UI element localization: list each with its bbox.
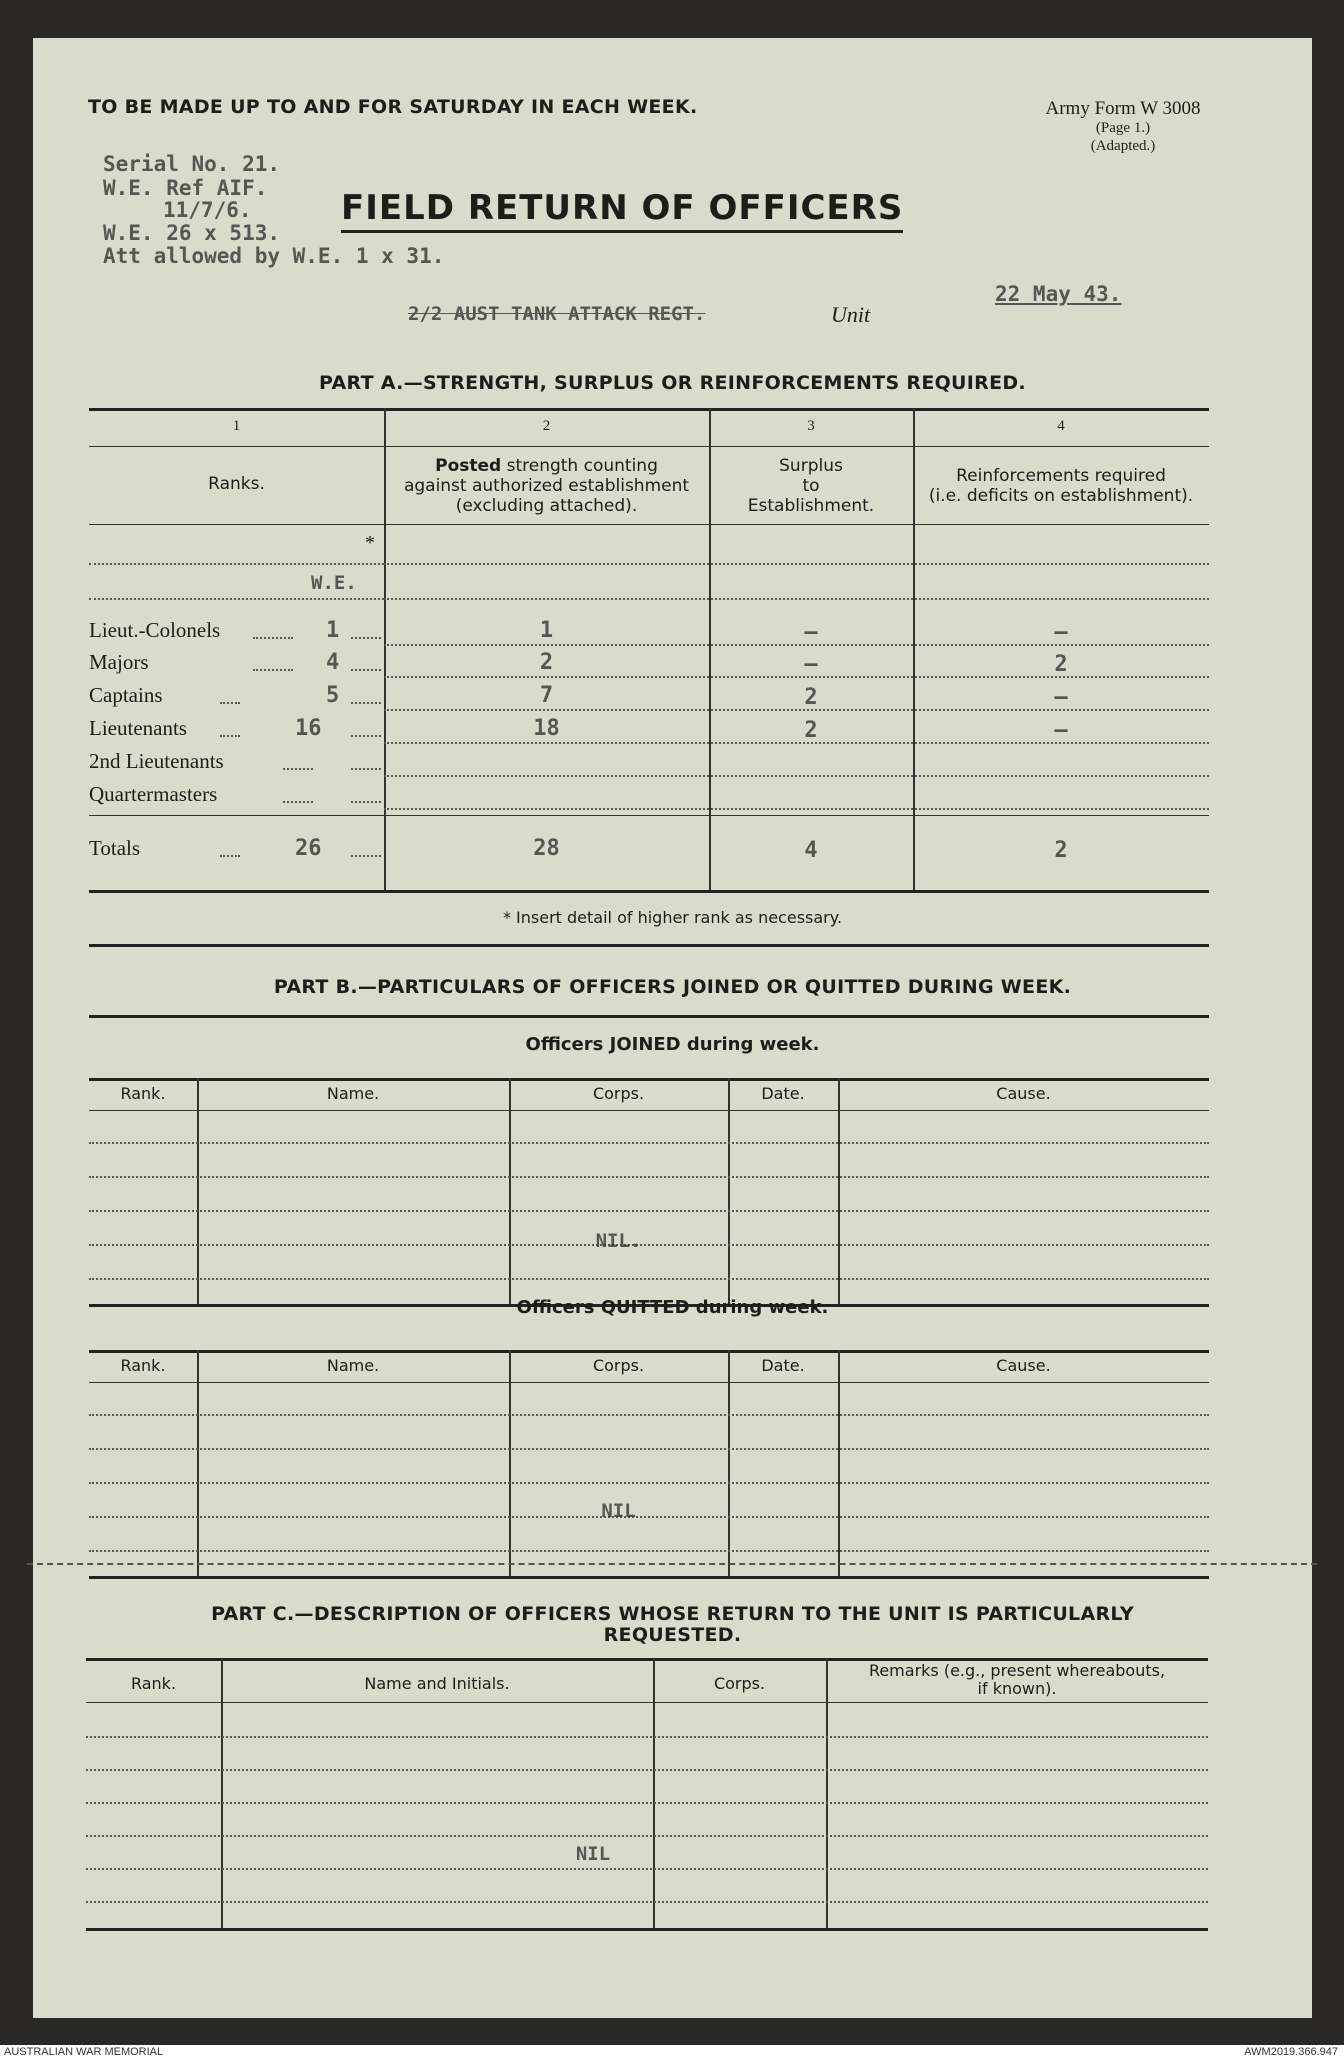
quitted-row-line	[89, 1550, 1209, 1552]
joined-row-line	[89, 1278, 1209, 1280]
leader-dots	[283, 768, 313, 770]
attached-allowed: Att allowed by W.E. 1 x 31.	[103, 244, 445, 268]
joined-col-divider	[509, 1078, 511, 1304]
footer-bar	[0, 2045, 1344, 2061]
reinforcements-majors: 2	[1054, 652, 1068, 677]
reinforcements-captains: —	[1054, 685, 1068, 710]
rank-majors: Majors	[89, 650, 149, 674]
footer-source: AUSTRALIAN WAR MEMORIAL	[4, 2046, 164, 2058]
quitted-row-line	[89, 1482, 1209, 1484]
form-number: Army Form W 3008	[1045, 98, 1201, 119]
posted-captains: 7	[539, 683, 554, 708]
leader-dots	[220, 855, 240, 857]
higher-rank-star: *	[365, 532, 375, 554]
quitted-row-line	[89, 1448, 1209, 1450]
totals-reinforcements: 2	[1054, 838, 1068, 863]
part-c-col-divider	[221, 1658, 223, 1928]
totals-surplus: 4	[804, 838, 818, 863]
quitted-bottom-rule	[89, 1576, 1209, 1579]
surplus-lieutenants: 2	[804, 718, 818, 743]
leader-dots	[220, 735, 240, 737]
leader-dots	[283, 801, 313, 803]
leader-dots	[253, 637, 293, 639]
totals-label: Totals	[89, 836, 141, 860]
posted-line2: against authorized establishment	[403, 476, 690, 496]
quitted-header-rank: Rank.	[120, 1356, 166, 1375]
leader-dots	[351, 702, 381, 704]
leader-dots	[351, 637, 381, 639]
surplus-lieut-colonels: —	[804, 620, 818, 645]
section-rule	[89, 944, 1209, 947]
form-sheet	[33, 38, 1312, 2018]
part-c-header-1: Name and Initials.	[364, 1674, 510, 1693]
part-c-bottom-rule	[86, 1928, 1208, 1931]
joined-row-line	[89, 1176, 1209, 1178]
unit-label: Unit	[831, 302, 871, 327]
we-majors: 4	[326, 650, 340, 675]
reinforcements-lieut-colonels: —	[1054, 620, 1068, 645]
posted-lieutenants: 18	[533, 716, 560, 741]
blank-line	[89, 598, 384, 600]
form-page: (Page 1.)	[1095, 120, 1151, 136]
row-line	[384, 676, 1209, 678]
form-adapted: (Adapted.)	[1090, 138, 1156, 154]
part-c-row-line	[86, 1868, 1208, 1870]
quitted-nil-entry: NIL	[601, 1500, 636, 1522]
part-c-nil-entry: NIL	[575, 1843, 611, 1865]
serial-number: Serial No. 21.	[103, 152, 281, 176]
col-number-4: 4	[1057, 418, 1065, 434]
surplus-header	[709, 456, 913, 516]
joined-col-divider	[838, 1078, 840, 1304]
rank-lieutenants: Lieutenants	[89, 716, 187, 740]
joined-col-divider	[197, 1078, 199, 1304]
part-c-remarks-line1: Remarks (e.g., present whereabouts,	[868, 1661, 1166, 1680]
totals-posted: 28	[533, 836, 560, 861]
posted-majors: 2	[539, 650, 554, 675]
quitted-title: Officers QUITTED during week.	[516, 1297, 829, 1318]
part-c-row-line	[86, 1769, 1208, 1771]
posted-rest: strength counting	[501, 456, 658, 476]
we-column-mark: W.E.	[311, 572, 357, 594]
blank-line	[384, 563, 1209, 565]
posted-strength-header	[384, 456, 709, 516]
weekly-instruction: TO BE MADE UP TO AND FOR SATURDAY IN EACH WEEK.	[88, 96, 698, 118]
joined-header-cause: Cause.	[996, 1084, 1051, 1103]
leader-dots	[351, 768, 381, 770]
joined-title: Officers JOINED during week.	[525, 1034, 820, 1055]
we-reference-number: 11/7/6.	[163, 198, 252, 222]
footer-accession: AWM2019.366.947	[1244, 2046, 1338, 2058]
blank-line	[89, 563, 384, 565]
part-c-title-line2: REQUESTED.	[603, 1624, 742, 1646]
we-lieut-colonels: 1	[326, 618, 340, 643]
leader-dots	[351, 855, 381, 857]
col-number-2: 2	[542, 418, 551, 434]
reinf-line2: (i.e. deficits on establishment).	[928, 486, 1194, 506]
joined-col-divider	[728, 1078, 730, 1304]
part-c-title	[33, 1604, 1312, 1646]
rank-2nd-lieutenants: 2nd Lieutenants	[89, 749, 224, 773]
joined-header-date: Date.	[761, 1084, 805, 1103]
rank-captains: Captains	[89, 683, 163, 707]
part-a-header-rule	[89, 524, 1209, 525]
part-c-title-line1: PART C.—DESCRIPTION OF OFFICERS WHOSE RETURN TO THE UNIT IS PARTICULARLY	[211, 1603, 1134, 1625]
perforation-line	[27, 1563, 1317, 1565]
reinf-line1: Reinforcements required	[956, 466, 1166, 486]
part-a-title: PART A.—STRENGTH, SURPLUS OR REINFORCEMENTS REQUIRED.	[319, 372, 1026, 394]
part-c-col-divider	[826, 1658, 828, 1928]
surplus-majors: —	[804, 652, 818, 677]
joined-header-name: Name.	[326, 1084, 380, 1103]
surplus-captains: 2	[804, 685, 818, 710]
we-establishment: W.E. 26 x 513.	[103, 221, 281, 245]
posted-line3: (excluding attached).	[455, 496, 638, 516]
we-captains: 5	[326, 683, 340, 708]
joined-nil-entry: NIL.	[595, 1230, 642, 1252]
return-date: 22 May 43.	[995, 282, 1122, 306]
surplus-line1: Surplus	[779, 456, 843, 476]
totals-we: 26	[295, 836, 322, 861]
quitted-header-cause: Cause.	[996, 1356, 1051, 1375]
part-c-row-line	[86, 1736, 1208, 1738]
quitted-col-divider	[728, 1350, 730, 1576]
row-line	[384, 775, 1209, 777]
surplus-line2: to	[802, 476, 820, 496]
blank-line	[384, 598, 1209, 600]
joined-header-rule	[89, 1110, 1209, 1111]
form-title: FIELD RETURN OF OFFICERS	[341, 188, 903, 233]
we-lieutenants: 16	[295, 716, 322, 741]
row-line	[384, 644, 1209, 646]
joined-row-line	[89, 1142, 1209, 1144]
part-c-col-divider	[653, 1658, 655, 1928]
part-c-remarks-line2: if known).	[977, 1679, 1057, 1698]
quitted-header-name: Name.	[326, 1356, 380, 1375]
part-c-row-line	[86, 1901, 1208, 1903]
part-c-header-2: Corps.	[713, 1674, 766, 1693]
quitted-top-rule	[89, 1350, 1209, 1353]
quitted-header-rule	[89, 1382, 1209, 1383]
rank-lieut-colonels: Lieut.-Colonels	[89, 618, 221, 642]
reinforcements-lieutenants: —	[1054, 718, 1068, 743]
quitted-header-corps: Corps.	[592, 1356, 645, 1375]
row-line	[384, 808, 1209, 810]
col-number-1: 1	[232, 418, 241, 434]
quitted-header-date: Date.	[761, 1356, 805, 1375]
col-number-3: 3	[807, 418, 815, 434]
quitted-col-divider	[197, 1350, 199, 1576]
leader-dots	[351, 801, 381, 803]
ranks-header: Ranks.	[208, 474, 265, 494]
joined-row-line	[89, 1210, 1209, 1212]
part-a-top-rule	[89, 408, 1209, 411]
quitted-col-divider	[509, 1350, 511, 1576]
posted-lieut-colonels: 1	[539, 618, 554, 643]
part-c-header-rule	[86, 1702, 1208, 1703]
rank-quartermasters: Quartermasters	[89, 782, 218, 806]
leader-dots	[351, 669, 381, 671]
leader-dots	[253, 669, 293, 671]
leader-dots	[351, 735, 381, 737]
joined-header-corps: Corps.	[592, 1084, 645, 1103]
posted-bold: Posted	[435, 456, 502, 476]
unit-name: 2/2 AUST TANK ATTACK REGT.	[408, 303, 706, 325]
part-a-number-rule	[89, 446, 1209, 447]
leader-dots	[220, 702, 240, 704]
part-b-rule	[89, 1015, 1209, 1018]
row-line	[384, 742, 1209, 744]
reinforcements-header	[913, 466, 1209, 506]
we-reference: W.E. Ref AIF.	[103, 176, 268, 200]
quitted-col-divider	[838, 1350, 840, 1576]
higher-rank-footnote: * Insert detail of higher rank as necessary.	[502, 908, 843, 927]
part-c-row-line	[86, 1835, 1208, 1837]
row-line	[384, 709, 1209, 711]
joined-top-rule	[89, 1078, 1209, 1081]
quitted-row-line	[89, 1414, 1209, 1416]
joined-header-rank: Rank.	[120, 1084, 166, 1103]
surplus-line3: Establishment.	[747, 496, 875, 516]
part-c-row-line	[86, 1802, 1208, 1804]
part-a-bottom-rule	[89, 890, 1209, 893]
part-c-header-0: Rank.	[130, 1674, 177, 1693]
totals-rule	[89, 815, 1209, 816]
part-b-title: PART B.—PARTICULARS OF OFFICERS JOINED OR QUITTED DURING WEEK.	[273, 976, 1072, 998]
